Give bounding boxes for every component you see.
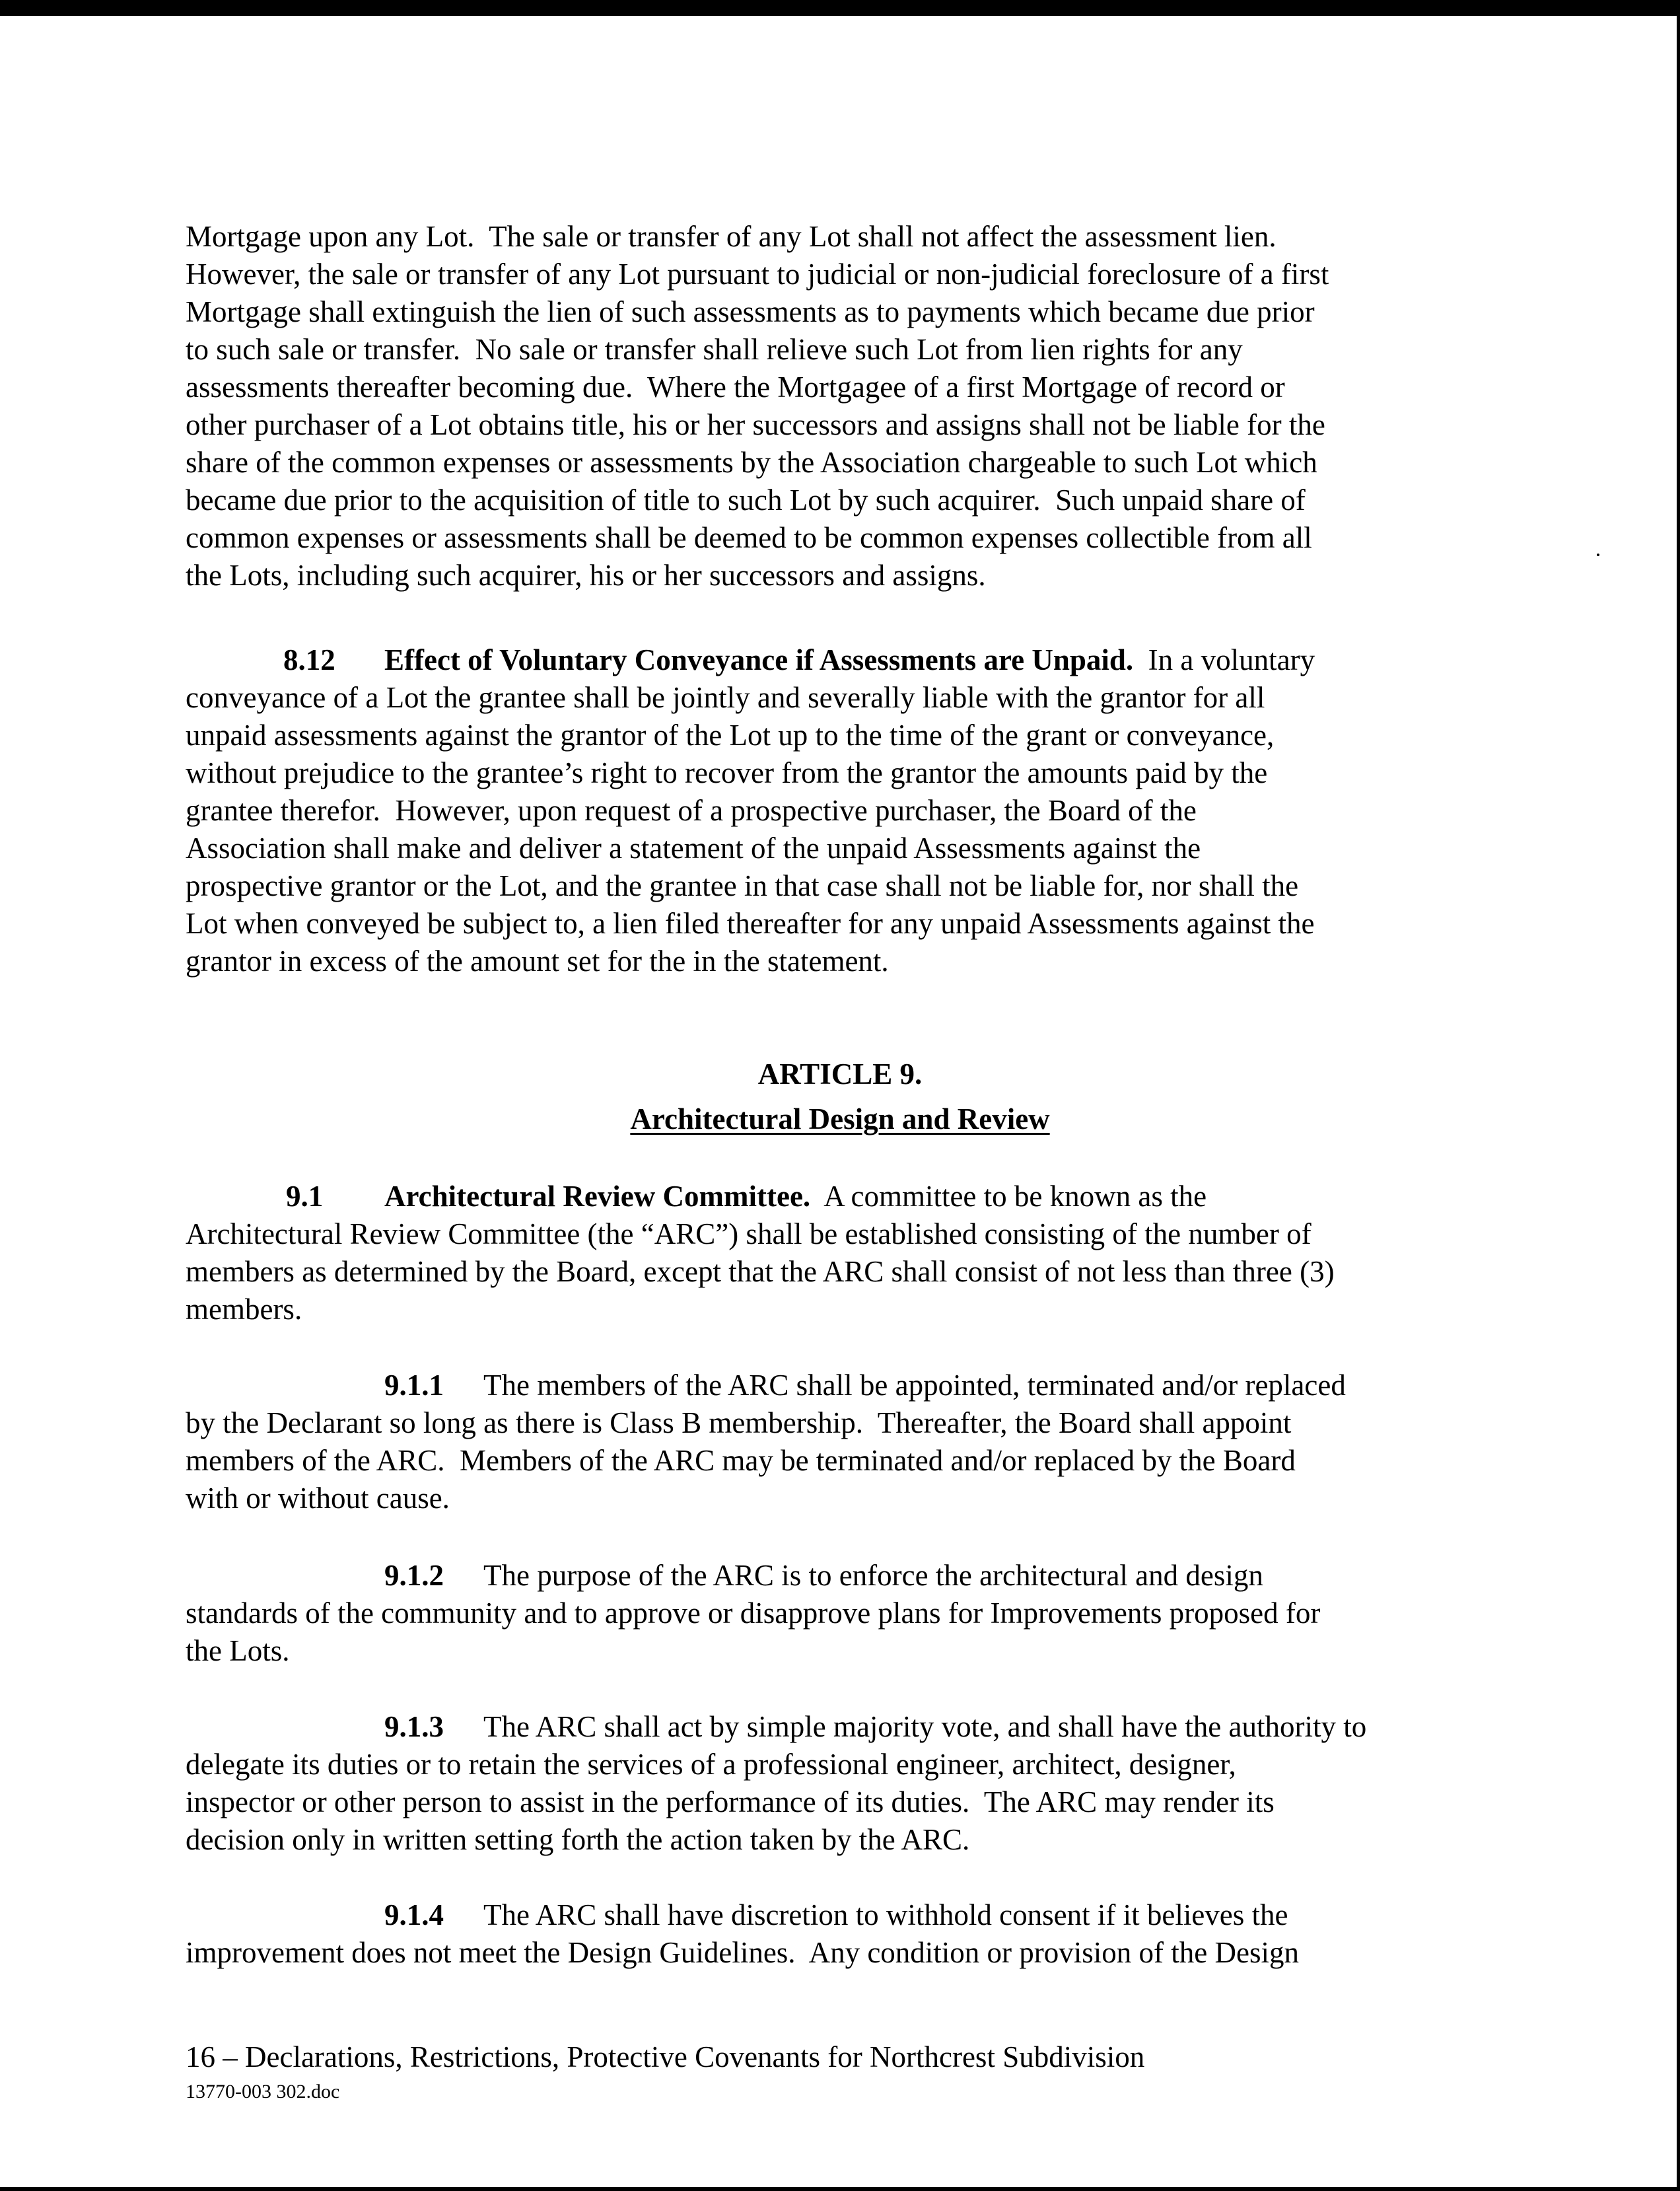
text-line: grantee therefor. However, upon request of a prospective purchaser, the Board of the [186, 794, 1197, 827]
article-subheading [0, 1102, 1680, 1136]
text-line: members of the ARC. Members of the ARC may be terminated and/or replaced by the Board [186, 1444, 1296, 1477]
section-9-1 [186, 1178, 1506, 1328]
text-line: assessments thereafter becoming due. Where the Mortgagee of a first Mortgage of record or [186, 371, 1285, 404]
text-line: improvement does not meet the Design Guidelines. Any condition or provision of the Design [186, 1936, 1299, 1969]
text-line: members. [186, 1293, 302, 1326]
text-line: prospective grantor or the Lot, and the grantee in that case shall not be liable for, nor shall the [186, 869, 1299, 902]
section-number: 8.12 [283, 643, 335, 676]
section-first-line [186, 1367, 1506, 1404]
text-line: to such sale or transfer. No sale or transfer shall relieve such Lot from lien rights for any [186, 333, 1243, 366]
text-line: delegate its duties or to retain the services of a professional engineer, architect, designer, [186, 1748, 1236, 1781]
article-subheading-text: Architectural Design and Review [630, 1102, 1050, 1135]
text-line: with or without cause. [186, 1482, 450, 1515]
text-line: Mortgage upon any Lot. The sale or transfer of any Lot shall not affect the assessment lien. [186, 220, 1277, 253]
section-9-1-1 [186, 1367, 1506, 1517]
paragraph-carryover [186, 218, 1506, 594]
text-line: members as determined by the Board, except that the ARC shall consist of not less than three (3) [186, 1255, 1335, 1288]
section-text: The members of the ARC shall be appointed, terminated and/or replaced [483, 1369, 1346, 1402]
footer-doc-id: 13770-003 302.doc [186, 2081, 340, 2102]
scan-speck [1597, 554, 1599, 556]
text-line: inspector or other person to assist in the performance of its duties. The ARC may render its [186, 1785, 1275, 1818]
section-first-line [186, 1708, 1506, 1746]
footer-title: 16 – Declarations, Restrictions, Protective Covenants for Northcrest Subdivision [186, 2040, 1145, 2073]
section-text: In a voluntary [1148, 643, 1315, 676]
text-line: Architectural Review Committee (the “ARC”) shall be established consisting of the number of [186, 1217, 1312, 1250]
section-first-line [186, 641, 1506, 679]
section-number: 9.1.1 [384, 1369, 444, 1402]
section-number: 9.1.4 [384, 1898, 444, 1931]
section-text: The ARC shall act by simple majority vote, and shall have the authority to [483, 1710, 1367, 1743]
section-number: 9.1.3 [384, 1710, 444, 1743]
section-first-line [186, 1178, 1506, 1215]
scan-border-right [1677, 0, 1680, 2191]
text-line: share of the common expenses or assessments by the Association chargeable to such Lot which [186, 446, 1317, 479]
section-9-1-2 [186, 1557, 1506, 1670]
text-line: other purchaser of a Lot obtains title, his or her successors and assigns shall not be liable for the [186, 408, 1325, 441]
section-8-12 [186, 641, 1506, 980]
section-first-line [186, 1896, 1506, 1934]
text-line: However, the sale or transfer of any Lot pursuant to judicial or non-judicial foreclosure of a first [186, 258, 1329, 291]
text-line: Association shall make and deliver a statement of the unpaid Assessments against the [186, 832, 1201, 865]
text-line: unpaid assessments against the grantor of the Lot up to the time of the grant or conveyance, [186, 719, 1275, 752]
text-line: the Lots, including such acquirer, his or her successors and assigns. [186, 559, 986, 592]
text-line: decision only in written setting forth the action taken by the ARC. [186, 1823, 970, 1856]
text-line: without prejudice to the grantee’s right to recover from the grantor the amounts paid by the [186, 756, 1268, 789]
text-line: Lot when conveyed be subject to, a lien filed thereafter for any unpaid Assessments against the [186, 907, 1315, 940]
section-9-1-3 [186, 1708, 1506, 1859]
section-text: The ARC shall have discretion to withhold consent if it believes the [483, 1898, 1288, 1931]
section-title: Effect of Voluntary Conveyance if Assessments are Unpaid. [384, 643, 1134, 676]
text-line: by the Declarant so long as there is Class B membership. Thereafter, the Board shall appoint [186, 1406, 1292, 1439]
text-line: standards of the community and to approve or disapprove plans for Improvements proposed for [186, 1597, 1321, 1630]
scan-border-top [0, 0, 1680, 16]
text-line: became due prior to the acquisition of title to such Lot by such acquirer. Such unpaid share of [186, 484, 1306, 517]
scan-border-bottom [0, 2187, 1680, 2191]
section-text: A committee to be known as the [823, 1180, 1207, 1213]
text-line: conveyance of a Lot the grantee shall be jointly and severally liable with the grantor for all [186, 681, 1265, 714]
text-line: grantor in excess of the amount set for the in the statement. [186, 945, 889, 978]
section-9-1-4 [186, 1896, 1506, 1972]
section-text: The purpose of the ARC is to enforce the architectural and design [483, 1559, 1263, 1592]
section-title: Architectural Review Committee. [384, 1180, 811, 1213]
section-number: 9.1 [286, 1180, 324, 1213]
text-line: common expenses or assessments shall be deemed to be common expenses collectible from all [186, 521, 1312, 554]
text-line: the Lots. [186, 1634, 290, 1667]
text-line: Mortgage shall extinguish the lien of such assessments as to payments which became due prior [186, 295, 1315, 328]
article-heading: ARTICLE 9. [757, 1058, 923, 1091]
section-first-line [186, 1557, 1506, 1595]
section-number: 9.1.2 [384, 1559, 444, 1592]
